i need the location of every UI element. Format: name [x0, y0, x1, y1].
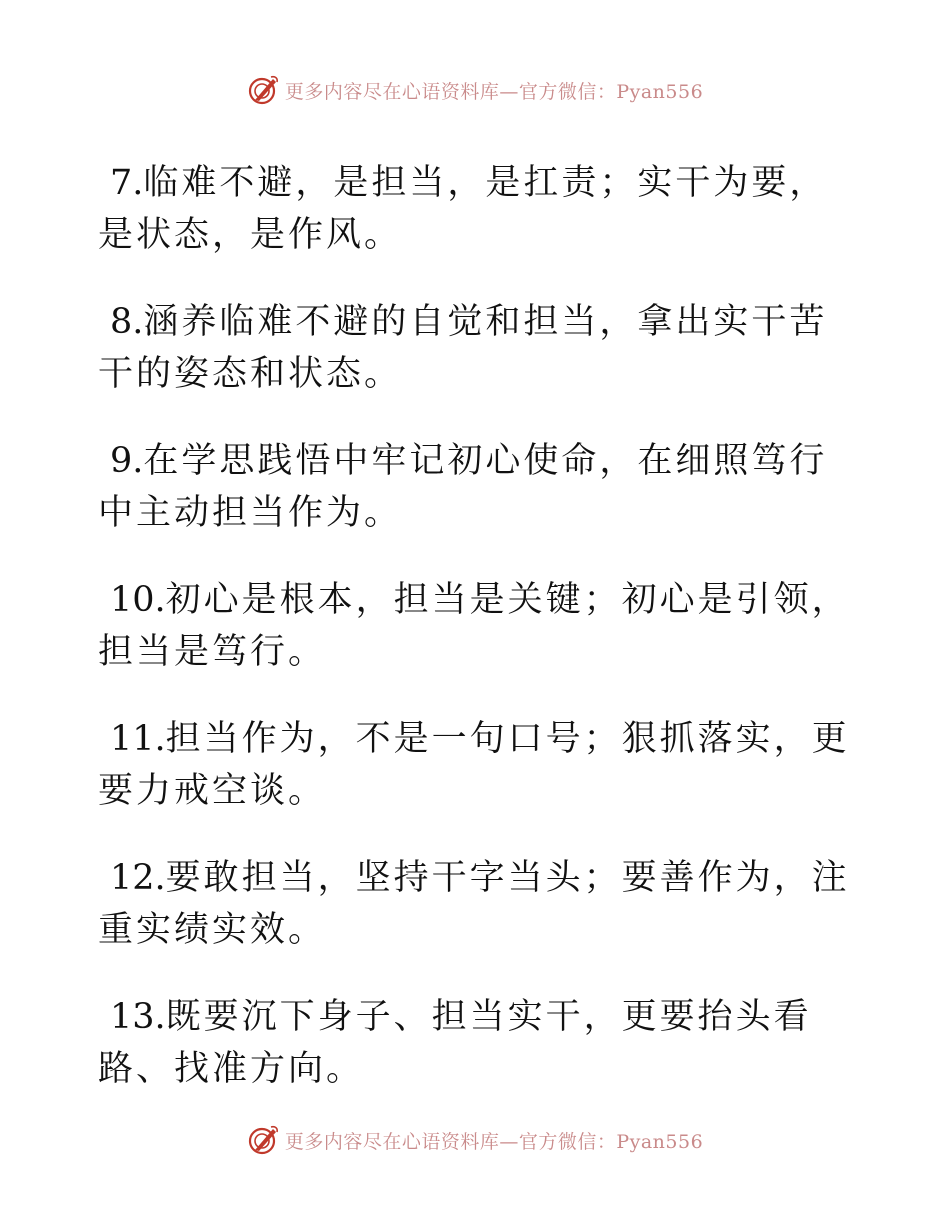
- list-item: [98, 991, 858, 1095]
- item-text: 要敢担当，坚持干字当头；要善作为，注重实绩实效。: [98, 858, 850, 950]
- document-body: [98, 122, 858, 1123]
- item-number: 13.: [110, 997, 166, 1037]
- list-item: [98, 574, 858, 678]
- item-text: 担当作为，不是一句口号；狠抓落实，更要力戒空谈。: [98, 719, 850, 811]
- item-number: 12.: [110, 858, 166, 898]
- item-text: 涵养临难不避的自觉和担当，拿出实干苦干的姿态和状态。: [98, 302, 828, 394]
- item-text: 临难不避，是担当，是扛责；实干为要，是状态，是作风。: [98, 163, 828, 255]
- item-number: 10.: [110, 580, 166, 620]
- quill-pen-logo-icon: [247, 1124, 279, 1156]
- header-banner-text: 更多内容尽在心语资料库—官方微信：Pyan556: [284, 80, 704, 103]
- item-text: 初心是根本，担当是关键；初心是引领，担当是笃行。: [98, 580, 850, 672]
- item-number: 8.: [110, 302, 144, 342]
- item-text: 既要沉下身子、担当实干，更要抬头看路、找准方向。: [98, 997, 812, 1089]
- item-text: 在学思践悟中牢记初心使命，在细照笃行中主动担当作为。: [98, 441, 828, 533]
- footer-banner-text: 更多内容尽在心语资料库—官方微信：Pyan556: [284, 1130, 704, 1153]
- item-number: 11.: [110, 719, 166, 759]
- item-number: 9.: [110, 441, 144, 481]
- list-item: [98, 435, 858, 539]
- quill-pen-logo-icon: [247, 74, 279, 106]
- list-item: [98, 713, 858, 817]
- list-item: [98, 852, 858, 956]
- item-number: 7.: [110, 163, 144, 203]
- list-item: [98, 296, 858, 400]
- footer-banner: [0, 1120, 950, 1160]
- list-item: [98, 157, 858, 261]
- header-banner: [0, 70, 950, 110]
